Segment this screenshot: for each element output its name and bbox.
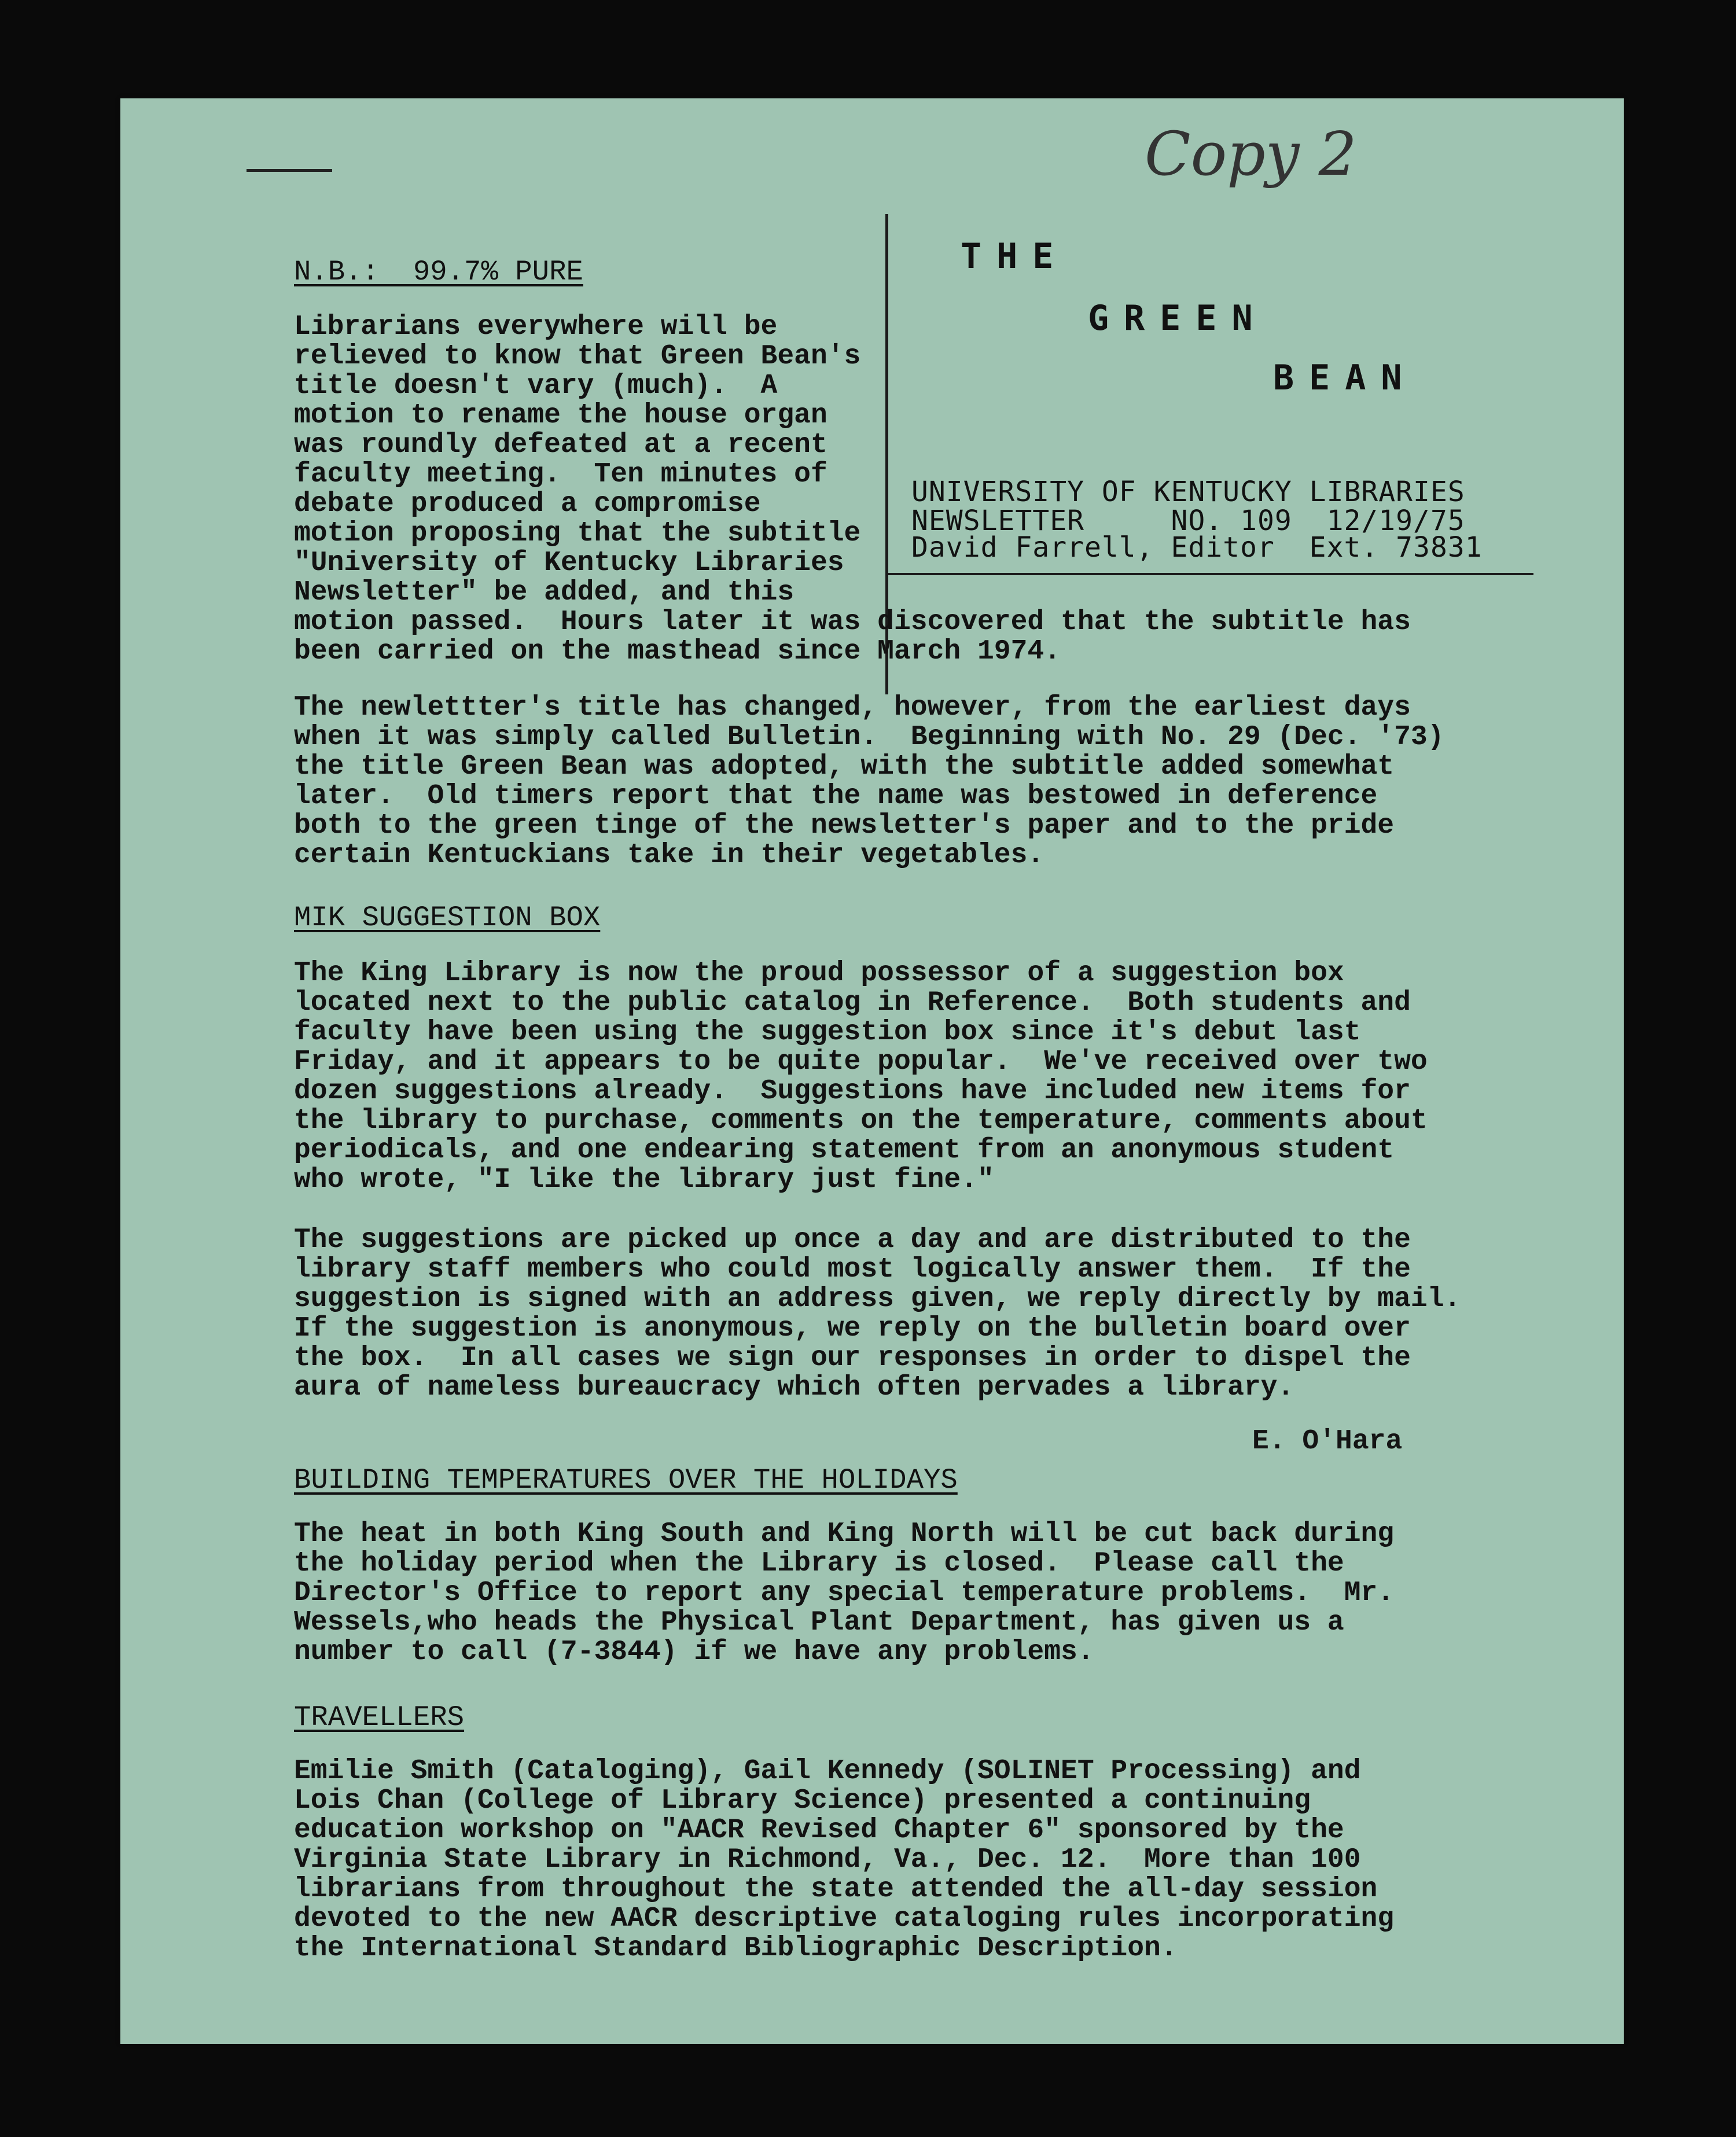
text-line: when it was simply called Bulletin. Beginning with No. 29 (Dec. '73) xyxy=(294,722,1444,753)
text-line: dozen suggestions already. Suggestions have included new items for xyxy=(294,1076,1411,1107)
masthead-org: UNIVERSITY OF KENTUCKY LIBRARIES xyxy=(911,476,1465,508)
signature: E. O'Hara xyxy=(1252,1426,1403,1457)
text-line: "University of Kentucky Libraries xyxy=(294,547,844,579)
text-line: Wessels,who heads the Physical Plant Department, has given us a xyxy=(294,1607,1344,1638)
text-line: faculty have been using the suggestion box since it's debut last xyxy=(294,1017,1361,1048)
text-line: motion proposing that the subtitle xyxy=(294,518,861,549)
text-line: Virginia State Library in Richmond, Va., Dec. 12. More than 100 xyxy=(294,1844,1361,1875)
text-line: motion to rename the house organ xyxy=(294,400,827,431)
text-line: motion passed. Hours later it was discovered that the subtitle has xyxy=(294,606,1411,638)
text-line: Newsletter" be added, and this xyxy=(294,577,795,608)
text-line: If the suggestion is anonymous, we reply on the bulletin board over xyxy=(294,1313,1411,1344)
text-line: Lois Chan (College of Library Science) presented a continuing xyxy=(294,1785,1311,1816)
mik-paragraph-1 xyxy=(294,959,1428,1195)
text-line: the title Green Bean was adopted, with the subtitle added somewhat xyxy=(294,751,1395,782)
text-line: periodicals, and one endearing statement from an anonymous student xyxy=(294,1135,1395,1166)
text-line: been carried on the masthead since March 1974. xyxy=(294,636,1061,667)
text-line: librarians from throughout the state attended the all-day session xyxy=(294,1874,1378,1905)
text-line: faculty meeting. Ten minutes of xyxy=(294,459,827,490)
text-line: the International Standard Bibliographic Description. xyxy=(294,1933,1178,1964)
text-line: the box. In all cases we sign our responses in order to dispel the xyxy=(294,1342,1411,1374)
text-line: later. Old timers report that the name was bestowed in deference xyxy=(294,781,1378,812)
text-line: education workshop on "AACR Revised Chapter 6" sponsored by the xyxy=(294,1815,1344,1846)
text-line: debate produced a compromise xyxy=(294,488,761,520)
title-word-green: GREEN xyxy=(1088,298,1268,339)
text-line: certain Kentuckians take in their vegetables. xyxy=(294,840,1044,871)
text-line: both to the green tinge of the newsletter's paper and to the pride xyxy=(294,810,1395,841)
text-line: library staff members who could most logically answer them. If the xyxy=(294,1254,1411,1285)
temperatures-paragraph xyxy=(294,1520,1394,1667)
text-line: The suggestions are picked up once a day and are distributed to the xyxy=(294,1224,1411,1256)
text-line: number to call (7-3844) if we have any problems. xyxy=(294,1636,1094,1668)
text-line: the library to purchase, comments on the temperature, comments about xyxy=(294,1105,1428,1136)
masthead-editor: David Farrell, Editor Ext. 73831 xyxy=(911,531,1483,564)
text-line: The newlettter's title has changed, however, from the earliest days xyxy=(294,692,1411,723)
text-line: devoted to the new AACR descriptive cataloging rules incorporating xyxy=(294,1903,1395,1934)
nb-heading: N.B.: 99.7% PURE xyxy=(294,256,583,288)
title-word-bean: BEAN xyxy=(1273,358,1417,398)
text-line: was roundly defeated at a recent xyxy=(294,429,827,461)
travellers-paragraph xyxy=(294,1757,1394,1963)
text-line: located next to the public catalog in Reference. Both students and xyxy=(294,987,1411,1018)
text-line: who wrote, "I like the library just fine." xyxy=(294,1164,994,1196)
nb-paragraph-2 xyxy=(294,693,1444,870)
text-line: Director's Office to report any special temperature problems. Mr. xyxy=(294,1577,1395,1609)
masthead-issue: NEWSLETTER NO. 109 12/19/75 xyxy=(911,505,1465,537)
nb-paragraph-1 xyxy=(294,312,1411,667)
text-line: Emilie Smith (Cataloging), Gail Kennedy (SOLINET Processing) and xyxy=(294,1756,1361,1787)
text-line: The King Library is now the proud possessor of a suggestion box xyxy=(294,958,1344,989)
handwritten-copy-note xyxy=(1139,111,1382,198)
mik-heading: MIK SUGGESTION BOX xyxy=(294,902,601,934)
text-line: Friday, and it appears to be quite popular. We've received over two xyxy=(294,1046,1428,1077)
dash-mark xyxy=(247,169,332,172)
text-line: aura of nameless bureaucracy which often pervades a library. xyxy=(294,1372,1294,1403)
newsletter-page xyxy=(120,98,1624,2044)
travellers-heading: TRAVELLERS xyxy=(294,1701,465,1734)
handwritten-copy-note-text: Copy 2 xyxy=(1145,119,1357,189)
text-line: Librarians everywhere will be xyxy=(294,311,778,343)
text-line: title doesn't vary (much). A xyxy=(294,370,778,402)
temperatures-heading: BUILDING TEMPERATURES OVER THE HOLIDAYS xyxy=(294,1464,958,1496)
text-line: suggestion is signed with an address given, we reply directly by mail. xyxy=(294,1283,1461,1315)
mik-paragraph-2 xyxy=(294,1226,1461,1403)
text-line: relieved to know that Green Bean's xyxy=(294,341,861,372)
text-line: the holiday period when the Library is closed. Please call the xyxy=(294,1548,1344,1579)
text-line: The heat in both King South and King North will be cut back during xyxy=(294,1518,1395,1550)
title-word-the: THE xyxy=(961,236,1069,277)
